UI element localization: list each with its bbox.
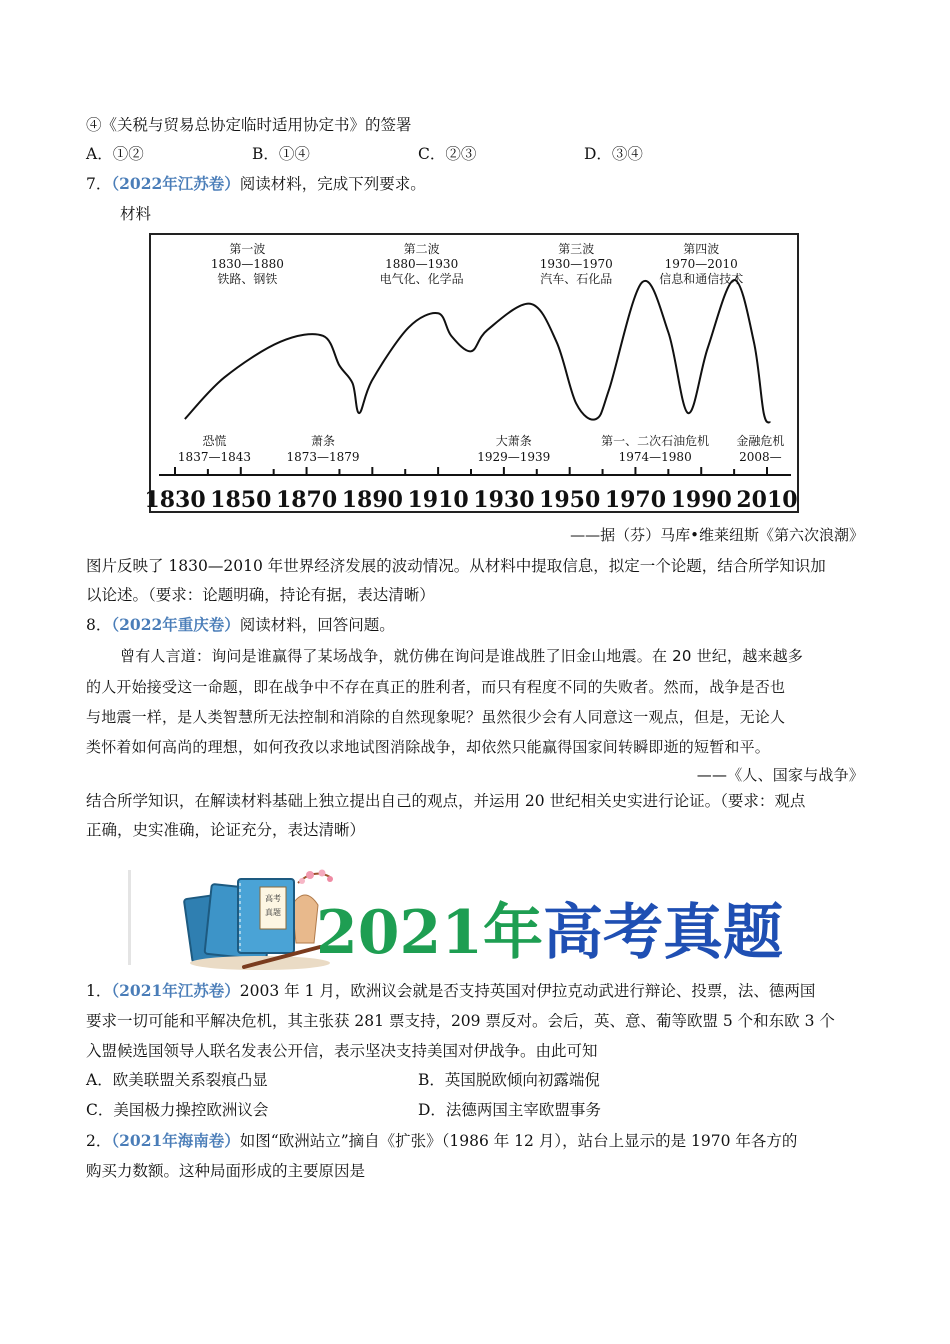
question-number: 2． <box>86 1132 112 1150</box>
x-tick-label: 2010 <box>736 487 798 513</box>
question-number: 8． <box>86 616 112 634</box>
economic-wave-chart <box>144 233 799 513</box>
wave-label-years: 1880—1930 <box>385 257 459 271</box>
crisis-label-years: 2008— <box>739 450 782 464</box>
crisis-label-years: 1873—1879 <box>286 450 360 464</box>
question-number: 1． <box>86 982 112 1000</box>
question-2021-1-line3: 入盟候选国领导人联名发表公开信，表示坚决支持美国对伊战争。由此可知 <box>86 1042 598 1060</box>
x-tick-label: 1850 <box>210 487 272 513</box>
banner-title: 2021年高考真题 <box>316 898 783 968</box>
question-8-task-cont: 正确，史实准确，论证充分，表达清晰） <box>86 821 366 839</box>
crisis-label-name: 金融危机 <box>736 434 785 448</box>
x-tick-label: 1910 <box>407 487 469 513</box>
wave-label-name: 第四波 <box>683 242 720 256</box>
wave-chart-svg <box>144 235 798 513</box>
x-tick-label: 1890 <box>341 487 403 513</box>
x-tick-label: 1830 <box>144 487 206 513</box>
x-tick-label: 1990 <box>670 487 732 513</box>
question-2021-1-line2: 要求一切可能和平解决危机，其主张获 281 票支持，209 票反对。会后，英、意、葡等欧盟 5 个和东欧 3 个 <box>86 1012 835 1030</box>
question-prompt: 阅读材料，回答问题。 <box>239 616 395 634</box>
wave-label-years: 1970—2010 <box>664 257 738 271</box>
wave-label-desc: 电气化、化学品 <box>379 272 464 286</box>
option-d[interactable]: D．法德两国主宰欧盟事务 <box>418 1101 601 1119</box>
wave-label-name: 第二波 <box>403 242 440 256</box>
option-b[interactable]: B．英国脱欧倾向初露端倪 <box>418 1071 600 1089</box>
quote-line: 的人开始接受这一命题，即在战争中不存在真正的胜利者，而只有程度不同的失败者。然而，战争是否也 <box>86 678 786 696</box>
exam-source-tag: （2021年江苏卷） <box>111 981 240 1000</box>
material-label: 材料 <box>120 205 152 223</box>
option-a[interactable]: A．欧美联盟关系裂痕凸显 <box>86 1071 268 1089</box>
option-b[interactable]: B．①④ <box>252 145 310 163</box>
question-2021-2-line2: 购买力数额。这种局面形成的主要原因是 <box>86 1162 366 1180</box>
question-prompt: 阅读材料，完成下列要求。 <box>239 175 426 193</box>
question-2021-1-line1: 1．（2021年江苏卷）2003 年 1 月，欧洲议会就是否支持英国对伊拉克动武进行辩论、投票，法、德两国 <box>86 981 816 1000</box>
banner-divider <box>128 870 131 965</box>
wave-label-years: 1830—1880 <box>210 257 284 271</box>
quote-line: 曾有人言道：询问是谁赢得了某场战争，就仿佛在询问是谁战胜了旧金山地震。在 20 世纪，越来越多 <box>120 647 804 665</box>
option-d[interactable]: D．③④ <box>584 145 643 163</box>
option-c[interactable]: C．②③ <box>418 145 477 163</box>
quote-line: 与地震一样，是人类智慧所无法控制和消除的自然现象呢？虽然很少会有人同意这一观点，但是，无论人 <box>86 708 786 726</box>
crisis-label-name: 大萧条 <box>495 434 532 448</box>
exam-source-tag: （2021年海南卷） <box>111 1131 240 1150</box>
exam-source-tag: （2022年重庆卷） <box>111 615 240 634</box>
wave-label-desc: 铁路、钢铁 <box>217 272 278 286</box>
question-8-header <box>86 614 395 636</box>
svg-text:高考: 高考 <box>265 894 281 903</box>
wave-curve <box>185 280 770 423</box>
wave-label-years: 1930—1970 <box>539 257 613 271</box>
wave-label-desc: 信息和通信技术 <box>659 272 744 286</box>
quote-source: ——《人、国家与战争》 <box>696 766 864 784</box>
x-tick-label: 1970 <box>604 487 667 513</box>
chart-source: ——据（芬）马库•维莱纽斯《第六次浪潮》 <box>570 526 864 544</box>
wave-label-desc: 汽车、石化品 <box>540 272 613 286</box>
question-7-task-cont: 以论述。（要求：论题明确，持论有据，表达清晰） <box>86 586 435 604</box>
crisis-label-name: 第一、二次石油危机 <box>601 434 710 448</box>
question-8-task: 结合所学知识，在解读材料基础上独立提出自己的观点，并运用 20 世纪相关史实进行论证。（要求：观点 <box>86 792 806 810</box>
option-c[interactable]: C．美国极力操控欧洲议会 <box>86 1101 269 1119</box>
question-7-task: 图片反映了 1830—2010 年世界经济发展的波动情况。从材料中提取信息，拟定一个论题，结合所学知识加 <box>86 557 826 575</box>
quote-line: 类怀着如何高尚的理想，如何孜孜以求地试图消除战争，却依然只能赢得国家间转瞬即逝的短暂和平。 <box>86 738 771 756</box>
option-a[interactable]: A．①② <box>86 145 144 163</box>
question-7-header <box>86 173 426 195</box>
question-number: 7． <box>86 175 112 193</box>
section-banner <box>128 865 828 975</box>
svg-text:真题: 真题 <box>265 908 281 917</box>
wave-label-name: 第三波 <box>558 242 595 256</box>
crisis-label-years: 1929—1939 <box>477 450 551 464</box>
question-2021-2-line1: 2．（2021年海南卷）如图“欧洲站立”摘自《扩张》（1986 年 12 月），站台上显示的是 1970 年各方的 <box>86 1131 798 1150</box>
crisis-label-name: 恐慌 <box>202 434 227 448</box>
question-item-4: ④《关税与贸易总协定临时适用协定书》的签署 <box>86 116 412 134</box>
x-tick-label: 1870 <box>275 487 338 513</box>
x-tick-label: 1930 <box>473 487 535 513</box>
x-tick-label: 1950 <box>539 487 601 513</box>
wave-label-name: 第一波 <box>229 242 266 256</box>
exam-source-tag: （2022年江苏卷） <box>111 174 240 193</box>
crisis-label-years: 1837—1843 <box>177 450 252 464</box>
crisis-label-years: 1974—1980 <box>618 450 692 464</box>
crisis-label-name: 萧条 <box>310 434 336 448</box>
